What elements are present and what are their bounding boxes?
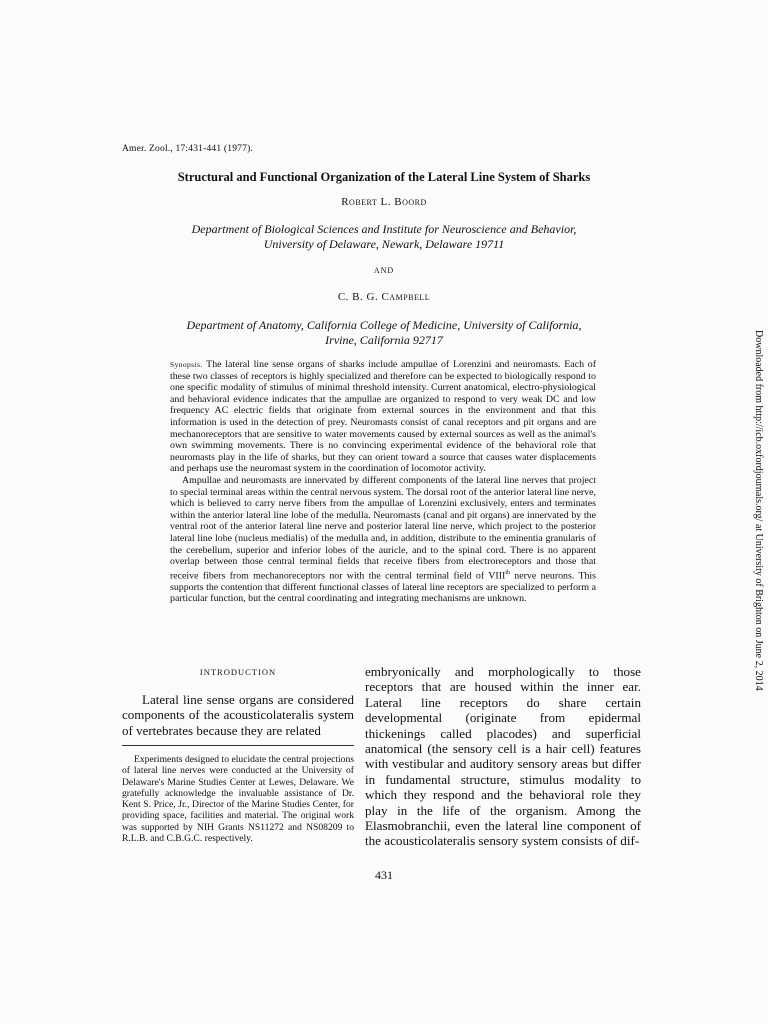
author-separator: AND	[373, 266, 395, 275]
intro-left-column-text: Lateral line sense organs are considered components of the acousticolateralis system of vertebrates because they are related	[122, 692, 354, 738]
abstract-text-2b: nerve neurons. This supports the contention that different functional classes of lateral line receptors are specialized to perform a particular function, but the central coordinating and integrating mechanisms are unknown.	[170, 569, 597, 605]
author-campbell: C. B. G. Campbell	[337, 291, 431, 303]
synopsis-label: Synopsis.	[170, 360, 203, 369]
footnote: Experiments designed to elucidate the central projections of lateral line nerves were conducted at the University of Delaware's Marine Studies Center at Lewes, Delaware. We gratefully acknowledge the invaluable assistance of Dr. Kent S. Price, Jr., Director of the Marine Studies Center, for providing space, facilities and material. The original work was supported by NIH Grants NS11272 and NS08209 to R.L.B. and C.B.G.C. respectively.	[122, 754, 354, 845]
intro-right-column-text: embryonically and morphologically to those receptors that are housed within the inner ear. Lateral line receptors do share certain developmental (originate from epidermal thickenings called placodes) and superficial anatomical (the sensory cell is a hair cell) features with vestibular and auditory sensory areas but differ in fundamental structure, stimulus modality to which they respond and the behavioral role they play in the life of the organism. Among the Elasmobranchii, even the lateral line component of the acousticolateralis sensory system consists of dif-	[365, 664, 641, 849]
affiliation-delaware	[0, 222, 768, 251]
abstract-text-2a: Ampullae and neuromasts are innervated by different components of the lateral line nerves that project to special terminal areas within the central nervous system. The dorsal root of the anterior lateral line nerve, which is believed to carry nerve fibers from the ampullae of Lorenzini exclusively, enters and terminates within the anterior lateral line lobe of the medulla. Neuromasts (canal and pit organs) are innervated by the ventral root of the anterior lateral line nerve and posterior lateral line nerve, which project to the posterior lateral line lobe (nucleus medialis) of the medulla and, in addition, distribute to the eminentia granularis of the cerebellum, superior and inferior lobes of the auricle, and to the spinal cord. There is no apparent overlap between those central terminal fields that receive fibers from electroreceptors and those that receive fibers from mechanoreceptors nor with the central terminal field of VIII	[170, 474, 596, 581]
affiliation-california-line2: Irvine, California 92717	[325, 332, 443, 347]
affiliation-california	[0, 318, 768, 347]
paper-title: Structural and Functional Organization of the Lateral Line System of Sharks	[177, 170, 591, 184]
affiliation-california-line1: Department of Anatomy, California College of Medicine, University of California,	[186, 318, 582, 332]
journal-citation: Amer. Zool., 17:431-441 (1977).	[122, 144, 254, 154]
abstract-text-1: The lateral line sense organs of sharks include ampullae of Lorenzini and neuromasts. Each of these two classes of receptors is highly specialized and therefore can be expected to biologically respond to one specific modality of stimulus of minimal threshold intensity. Current anatomical, electro-physiological and behavioral evidence indicates that the ampullae are organized to respond to very weak DC and low frequency AC electric fields that originate from external sources in the environment and that this information is used in the detection of prey. Neuromasts consist of canal receptors and pit organs and are mechanoreceptors that are sensitive to water movements caused by external sources as well as the animal's own swimming movements. There is no convincing experimental evidence of the behavioral role that neuromasts play in the life of sharks, but they can orient toward a source that causes water displacements and perhaps use the neuromast system in the coordination of locomotor activity.	[170, 359, 596, 475]
page-number: 431	[375, 868, 393, 882]
affiliation-delaware-line2: University of Delaware, Newark, Delaware 19711	[263, 236, 505, 251]
download-watermark-text: Downloaded from http://icb.oxfordjournals.org/ at University of Brighton on June 2, 2014	[753, 330, 764, 691]
abstract	[170, 359, 596, 605]
section-heading-introduction: INTRODUCTION	[199, 667, 277, 677]
author-boord: Robert L. Boord	[341, 196, 427, 208]
abstract-paragraph-2	[170, 475, 596, 605]
affiliation-delaware-line1: Department of Biological Sciences and Institute for Neuroscience and Behavior,	[191, 222, 577, 236]
footnote-divider	[122, 745, 354, 746]
abstract-paragraph-1	[170, 359, 596, 475]
superscript-th: th	[505, 569, 510, 576]
